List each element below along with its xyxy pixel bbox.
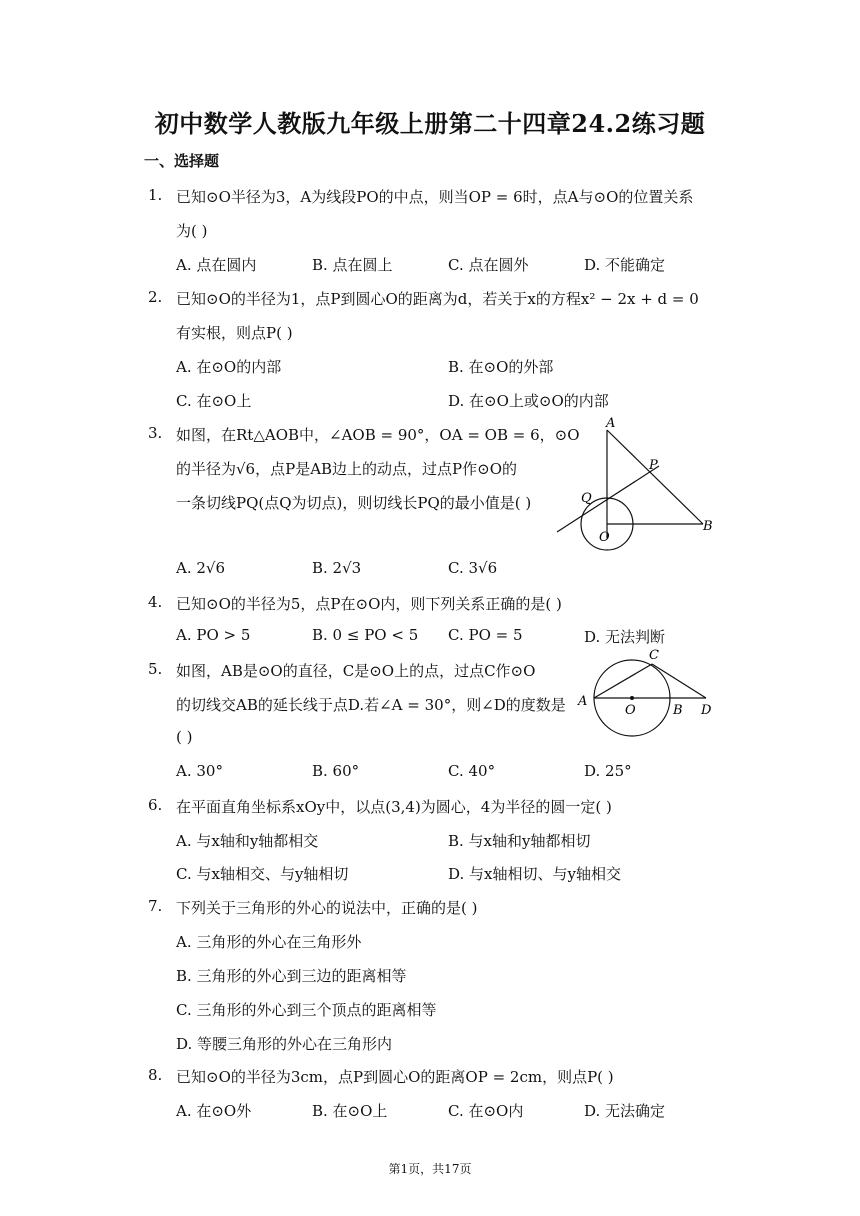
option: C. 在⊙O内 bbox=[448, 1102, 524, 1120]
question-text: 已知⊙O的半径为1，点P到圆心O的距离为d，若关于x的方程x² − 2x + d = 0 bbox=[176, 290, 699, 308]
figure3-label-p: P bbox=[649, 458, 658, 473]
question-text: 有实根，则点P( ) bbox=[176, 324, 293, 342]
option: C. 三角形的外心到三个顶点的距离相等 bbox=[176, 1001, 437, 1019]
figure3-label-q: Q bbox=[581, 491, 592, 506]
option: D. 不能确定 bbox=[584, 256, 666, 274]
question-text: 已知⊙O半径为3，A为线段PO的中点，则当OP = 6时，点A与⊙O的位置关系 bbox=[176, 188, 694, 206]
figure-triangle-circle bbox=[555, 414, 725, 554]
option: D. 等腰三角形的外心在三角形内 bbox=[176, 1035, 393, 1053]
option: D. 无法确定 bbox=[584, 1102, 666, 1120]
option: B. 0 ≤ PO < 5 bbox=[312, 626, 419, 644]
option: A. 30° bbox=[176, 762, 223, 780]
question-text: 的半径为√6，点P是AB边上的动点，过点P作⊙O的 bbox=[176, 460, 518, 478]
option: C. 40° bbox=[448, 762, 496, 780]
figure5-label-c: C bbox=[649, 648, 659, 663]
option: C. 与x轴相交、与y轴相切 bbox=[176, 865, 349, 883]
option: C. PO = 5 bbox=[448, 626, 523, 644]
option: B. 三角形的外心到三边的距离相等 bbox=[176, 967, 407, 985]
option: A. 三角形的外心在三角形外 bbox=[176, 933, 362, 951]
option: D. 与x轴相切、与y轴相交 bbox=[448, 865, 621, 883]
option: C. 3√6 bbox=[448, 559, 498, 577]
figure5-label-d: D bbox=[701, 703, 712, 718]
figure5-label-b: B bbox=[673, 703, 683, 718]
option: B. 2√3 bbox=[312, 559, 362, 577]
option: B. 在⊙O上 bbox=[312, 1102, 388, 1120]
option: B. 在⊙O的外部 bbox=[448, 358, 554, 376]
option: A. 点在圆内 bbox=[176, 256, 257, 274]
option: C. 在⊙O上 bbox=[176, 392, 252, 410]
figure-circle-tangent bbox=[572, 642, 722, 742]
figure3-label-b: B bbox=[703, 519, 713, 534]
page-title: 初中数学人教版九年级上册第二十四章24.2练习题 bbox=[154, 109, 706, 138]
question-number: 6. bbox=[148, 796, 163, 814]
figure3-label-a: A bbox=[606, 416, 616, 431]
question-number: 2. bbox=[148, 288, 163, 306]
question-text: 如图，在Rt△AOB中，∠AOB = 90°，OA = OB = 6，⊙O bbox=[176, 426, 580, 444]
option: A. 2√6 bbox=[176, 559, 226, 577]
option: C. 点在圆外 bbox=[448, 256, 529, 274]
option: D. 25° bbox=[584, 762, 632, 780]
figure5-label-o: O bbox=[625, 703, 636, 718]
option: A. 与x轴和y轴都相交 bbox=[176, 832, 319, 850]
question-number: 4. bbox=[148, 593, 163, 611]
page-footer: 第1页，共17页 bbox=[388, 1162, 472, 1176]
option: B. 点在圆上 bbox=[312, 256, 393, 274]
option: B. 60° bbox=[312, 762, 360, 780]
question-number: 1. bbox=[148, 186, 163, 204]
option: A. 在⊙O的内部 bbox=[176, 358, 282, 376]
option: A. 在⊙O外 bbox=[176, 1102, 252, 1120]
question-number: 5. bbox=[148, 660, 163, 678]
question-number: 3. bbox=[148, 424, 163, 442]
question-text: 已知⊙O的半径为3cm，点P到圆心O的距离OP = 2cm，则点P( ) bbox=[176, 1068, 614, 1086]
figure3-label-o: O bbox=[599, 530, 610, 545]
question-text: ( ) bbox=[176, 728, 193, 746]
figure5-label-a: A bbox=[578, 694, 588, 709]
question-number: 7. bbox=[148, 897, 163, 915]
question-text: 下列关于三角形的外心的说法中，正确的是( ) bbox=[176, 899, 478, 917]
question-text: 的切线交AB的延长线于点D.若∠A = 30°，则∠D的度数是 bbox=[176, 696, 566, 714]
option: D. 无法判断 bbox=[584, 628, 666, 646]
question-number: 8. bbox=[148, 1066, 163, 1084]
question-text: 一条切线PQ(点Q为切点)，则切线长PQ的最小值是( ) bbox=[176, 494, 532, 512]
question-text: 已知⊙O的半径为5，点P在⊙O内，则下列关系正确的是( ) bbox=[176, 595, 562, 613]
option: A. PO > 5 bbox=[176, 626, 251, 644]
option: B. 与x轴和y轴都相切 bbox=[448, 832, 591, 850]
question-text: 如图，AB是⊙O的直径，C是⊙O上的点，过点C作⊙O bbox=[176, 662, 536, 680]
question-text: 在平面直角坐标系xOy中，以点(3,4)为圆心，4为半径的圆一定( ) bbox=[176, 798, 612, 816]
option: D. 在⊙O上或⊙O的内部 bbox=[448, 392, 609, 410]
section-heading: 一、选择题 bbox=[144, 152, 220, 170]
question-text: 为( ) bbox=[176, 222, 208, 240]
